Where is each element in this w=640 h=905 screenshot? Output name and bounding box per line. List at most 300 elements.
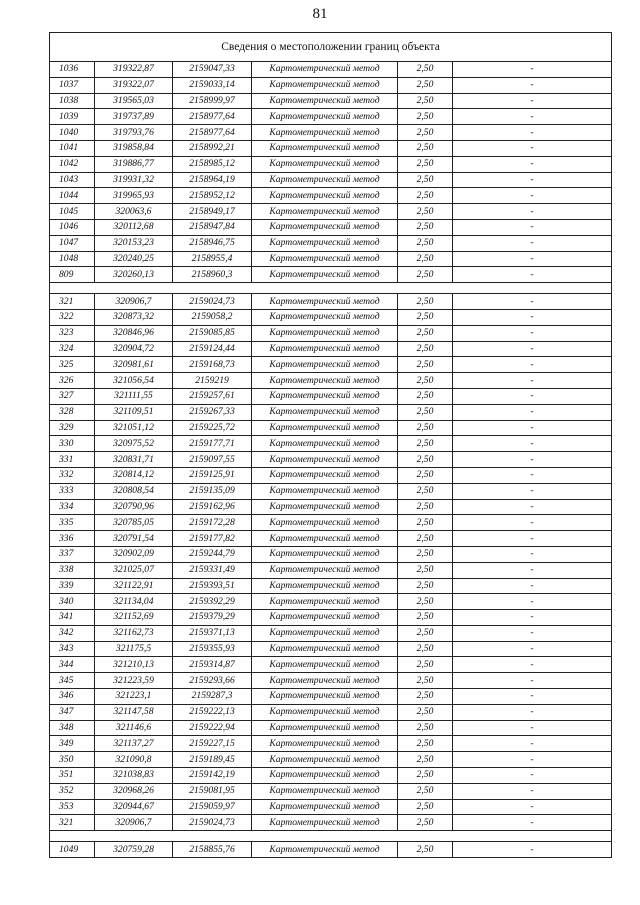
table-row [50, 294, 612, 310]
point-number-cell: 323 [50, 325, 95, 341]
method-cell: Картометрический метод [252, 736, 398, 752]
accuracy-cell: 2,50 [398, 436, 453, 452]
x-coordinate-cell: 320260,13 [95, 267, 173, 283]
table-row [50, 467, 612, 483]
y-coordinate-cell: 2158964,19 [173, 172, 252, 188]
table-row [50, 325, 612, 341]
description-cell: - [453, 188, 612, 204]
y-coordinate-cell: 2159047,33 [173, 62, 252, 78]
description-cell: - [453, 531, 612, 547]
x-coordinate-cell: 320873,32 [95, 309, 173, 325]
x-coordinate-cell: 320759,28 [95, 842, 173, 858]
y-coordinate-cell: 2158947,84 [173, 219, 252, 235]
table-row [50, 752, 612, 768]
description-cell: - [453, 140, 612, 156]
description-cell: - [453, 357, 612, 373]
accuracy-cell: 2,50 [398, 251, 453, 267]
y-coordinate-cell: 2158952,12 [173, 188, 252, 204]
point-number-cell: 338 [50, 562, 95, 578]
description-cell: - [453, 373, 612, 389]
accuracy-cell: 2,50 [398, 752, 453, 768]
x-coordinate-cell: 321051,12 [95, 420, 173, 436]
accuracy-cell: 2,50 [398, 309, 453, 325]
accuracy-cell: 2,50 [398, 625, 453, 641]
method-cell: Картометрический метод [252, 235, 398, 251]
y-coordinate-cell: 2159059,97 [173, 799, 252, 815]
point-number-cell: 1041 [50, 140, 95, 156]
point-number-cell: 337 [50, 546, 95, 562]
point-number-cell: 1044 [50, 188, 95, 204]
x-coordinate-cell: 320968,26 [95, 783, 173, 799]
description-cell: - [453, 420, 612, 436]
method-cell: Картометрический метод [252, 546, 398, 562]
x-coordinate-cell: 320153,23 [95, 235, 173, 251]
x-coordinate-cell: 321090,8 [95, 752, 173, 768]
method-cell: Картометрический метод [252, 720, 398, 736]
method-cell: Картометрический метод [252, 62, 398, 78]
method-cell: Картометрический метод [252, 109, 398, 125]
description-cell: - [453, 404, 612, 420]
x-coordinate-cell: 320831,71 [95, 452, 173, 468]
x-coordinate-cell: 320975,52 [95, 436, 173, 452]
x-coordinate-cell: 321025,07 [95, 562, 173, 578]
table-row [50, 546, 612, 562]
description-cell: - [453, 752, 612, 768]
y-coordinate-cell: 2159024,73 [173, 815, 252, 831]
y-coordinate-cell: 2158855,76 [173, 842, 252, 858]
table-row [50, 842, 612, 858]
table-row [50, 140, 612, 156]
x-coordinate-cell: 319565,03 [95, 93, 173, 109]
description-cell: - [453, 309, 612, 325]
point-number-cell: 346 [50, 689, 95, 705]
accuracy-cell: 2,50 [398, 515, 453, 531]
description-cell: - [453, 783, 612, 799]
point-number-cell: 333 [50, 483, 95, 499]
point-number-cell: 1049 [50, 842, 95, 858]
table-row [50, 625, 612, 641]
accuracy-cell: 2,50 [398, 842, 453, 858]
y-coordinate-cell: 2159331,49 [173, 562, 252, 578]
y-coordinate-cell: 2158977,64 [173, 125, 252, 141]
method-cell: Картометрический метод [252, 578, 398, 594]
description-cell: - [453, 388, 612, 404]
description-cell: - [453, 768, 612, 784]
point-number-cell: 349 [50, 736, 95, 752]
accuracy-cell: 2,50 [398, 483, 453, 499]
method-cell: Картометрический метод [252, 515, 398, 531]
description-cell: - [453, 172, 612, 188]
accuracy-cell: 2,50 [398, 578, 453, 594]
table-row [50, 341, 612, 357]
point-number-cell: 326 [50, 373, 95, 389]
description-cell: - [453, 499, 612, 515]
method-cell: Картометрический метод [252, 188, 398, 204]
x-coordinate-cell: 321146,6 [95, 720, 173, 736]
y-coordinate-cell: 2159168,73 [173, 357, 252, 373]
point-number-cell: 322 [50, 309, 95, 325]
x-coordinate-cell: 321137,27 [95, 736, 173, 752]
method-cell: Картометрический метод [252, 420, 398, 436]
method-cell: Картометрический метод [252, 783, 398, 799]
description-cell: - [453, 62, 612, 78]
y-coordinate-cell: 2158999,97 [173, 93, 252, 109]
point-number-cell: 335 [50, 515, 95, 531]
x-coordinate-cell: 320906,7 [95, 294, 173, 310]
description-cell: - [453, 204, 612, 220]
table-row [50, 815, 612, 831]
x-coordinate-cell: 319322,87 [95, 62, 173, 78]
x-coordinate-cell: 320906,7 [95, 815, 173, 831]
x-coordinate-cell: 320785,05 [95, 515, 173, 531]
table-row [50, 373, 612, 389]
x-coordinate-cell: 321147,58 [95, 704, 173, 720]
point-number-cell: 1038 [50, 93, 95, 109]
x-coordinate-cell: 320904,72 [95, 341, 173, 357]
point-number-cell: 351 [50, 768, 95, 784]
table-row [50, 309, 612, 325]
description-cell: - [453, 267, 612, 283]
accuracy-cell: 2,50 [398, 93, 453, 109]
description-cell: - [453, 109, 612, 125]
x-coordinate-cell: 319322,07 [95, 77, 173, 93]
point-number-cell: 342 [50, 625, 95, 641]
x-coordinate-cell: 320902,09 [95, 546, 173, 562]
description-cell: - [453, 815, 612, 831]
method-cell: Картометрический метод [252, 251, 398, 267]
method-cell: Картометрический метод [252, 452, 398, 468]
accuracy-cell: 2,50 [398, 657, 453, 673]
y-coordinate-cell: 2159287,3 [173, 689, 252, 705]
table-row [50, 736, 612, 752]
description-cell: - [453, 689, 612, 705]
table-row [50, 641, 612, 657]
x-coordinate-cell: 321109,51 [95, 404, 173, 420]
table-row [50, 436, 612, 452]
point-number-cell: 331 [50, 452, 95, 468]
table-row [50, 172, 612, 188]
y-coordinate-cell: 2159314,87 [173, 657, 252, 673]
y-coordinate-cell: 2159177,82 [173, 531, 252, 547]
table-row [50, 251, 612, 267]
x-coordinate-cell: 319858,84 [95, 140, 173, 156]
method-cell: Картометрический метод [252, 373, 398, 389]
point-number-cell: 348 [50, 720, 95, 736]
accuracy-cell: 2,50 [398, 77, 453, 93]
x-coordinate-cell: 319737,89 [95, 109, 173, 125]
accuracy-cell: 2,50 [398, 720, 453, 736]
x-coordinate-cell: 319793,76 [95, 125, 173, 141]
description-cell: - [453, 720, 612, 736]
point-number-cell: 1047 [50, 235, 95, 251]
accuracy-cell: 2,50 [398, 499, 453, 515]
point-number-cell: 327 [50, 388, 95, 404]
y-coordinate-cell: 2159177,71 [173, 436, 252, 452]
y-coordinate-cell: 2159371,13 [173, 625, 252, 641]
method-cell: Картометрический метод [252, 156, 398, 172]
y-coordinate-cell: 2159081,95 [173, 783, 252, 799]
y-coordinate-cell: 2159244,79 [173, 546, 252, 562]
table-row [50, 720, 612, 736]
description-cell: - [453, 842, 612, 858]
accuracy-cell: 2,50 [398, 294, 453, 310]
description-cell: - [453, 483, 612, 499]
method-cell: Картометрический метод [252, 799, 398, 815]
method-cell: Картометрический метод [252, 483, 398, 499]
description-cell: - [453, 77, 612, 93]
y-coordinate-cell: 2158955,4 [173, 251, 252, 267]
group-separator-cell [50, 831, 612, 842]
point-number-cell: 344 [50, 657, 95, 673]
accuracy-cell: 2,50 [398, 325, 453, 341]
method-cell: Картометрический метод [252, 594, 398, 610]
point-number-cell: 1042 [50, 156, 95, 172]
y-coordinate-cell: 2159222,13 [173, 704, 252, 720]
y-coordinate-cell: 2158960,3 [173, 267, 252, 283]
accuracy-cell: 2,50 [398, 610, 453, 626]
table-row [50, 657, 612, 673]
method-cell: Картометрический метод [252, 768, 398, 784]
accuracy-cell: 2,50 [398, 594, 453, 610]
accuracy-cell: 2,50 [398, 109, 453, 125]
method-cell: Картометрический метод [252, 815, 398, 831]
method-cell: Картометрический метод [252, 219, 398, 235]
table-row [50, 109, 612, 125]
y-coordinate-cell: 2159142,19 [173, 768, 252, 784]
y-coordinate-cell: 2159355,93 [173, 641, 252, 657]
description-cell: - [453, 325, 612, 341]
description-cell: - [453, 799, 612, 815]
table-row [50, 235, 612, 251]
x-coordinate-cell: 320846,96 [95, 325, 173, 341]
description-cell: - [453, 610, 612, 626]
x-coordinate-cell: 321152,69 [95, 610, 173, 626]
accuracy-cell: 2,50 [398, 156, 453, 172]
table-row [50, 420, 612, 436]
table-row [50, 93, 612, 109]
table-row [50, 483, 612, 499]
y-coordinate-cell: 2159392,29 [173, 594, 252, 610]
method-cell: Картометрический метод [252, 704, 398, 720]
description-cell: - [453, 125, 612, 141]
point-number-cell: 345 [50, 673, 95, 689]
y-coordinate-cell: 2159172,28 [173, 515, 252, 531]
point-number-cell: 1036 [50, 62, 95, 78]
method-cell: Картометрический метод [252, 657, 398, 673]
y-coordinate-cell: 2159024,73 [173, 294, 252, 310]
description-cell: - [453, 657, 612, 673]
method-cell: Картометрический метод [252, 77, 398, 93]
description-cell: - [453, 467, 612, 483]
table-row [50, 783, 612, 799]
accuracy-cell: 2,50 [398, 373, 453, 389]
point-number-cell: 321 [50, 815, 95, 831]
table-row [50, 357, 612, 373]
point-number-cell: 353 [50, 799, 95, 815]
x-coordinate-cell: 321210,13 [95, 657, 173, 673]
method-cell: Картометрический метод [252, 172, 398, 188]
method-cell: Картометрический метод [252, 140, 398, 156]
x-coordinate-cell: 320808,54 [95, 483, 173, 499]
method-cell: Картометрический метод [252, 204, 398, 220]
description-cell: - [453, 235, 612, 251]
table-row [50, 562, 612, 578]
method-cell: Картометрический метод [252, 294, 398, 310]
table-row [50, 515, 612, 531]
x-coordinate-cell: 319965,93 [95, 188, 173, 204]
accuracy-cell: 2,50 [398, 783, 453, 799]
table-row [50, 673, 612, 689]
table-row [50, 799, 612, 815]
accuracy-cell: 2,50 [398, 420, 453, 436]
method-cell: Картометрический метод [252, 436, 398, 452]
method-cell: Картометрический метод [252, 267, 398, 283]
point-number-cell: 1048 [50, 251, 95, 267]
accuracy-cell: 2,50 [398, 467, 453, 483]
point-number-cell: 328 [50, 404, 95, 420]
description-cell: - [453, 294, 612, 310]
description-cell: - [453, 515, 612, 531]
y-coordinate-cell: 2159189,45 [173, 752, 252, 768]
method-cell: Картометрический метод [252, 388, 398, 404]
description-cell: - [453, 673, 612, 689]
method-cell: Картометрический метод [252, 341, 398, 357]
table-row [50, 156, 612, 172]
point-number-cell: 334 [50, 499, 95, 515]
group-separator-cell [50, 283, 612, 294]
accuracy-cell: 2,50 [398, 799, 453, 815]
accuracy-cell: 2,50 [398, 546, 453, 562]
y-coordinate-cell: 2159219 [173, 373, 252, 389]
description-cell: - [453, 594, 612, 610]
point-number-cell: 330 [50, 436, 95, 452]
accuracy-cell: 2,50 [398, 531, 453, 547]
y-coordinate-cell: 2159097,55 [173, 452, 252, 468]
x-coordinate-cell: 321162,73 [95, 625, 173, 641]
method-cell: Картометрический метод [252, 309, 398, 325]
x-coordinate-cell: 321111,55 [95, 388, 173, 404]
method-cell: Картометрический метод [252, 562, 398, 578]
x-coordinate-cell: 320791,54 [95, 531, 173, 547]
point-number-cell: 347 [50, 704, 95, 720]
x-coordinate-cell: 321223,1 [95, 689, 173, 705]
description-cell: - [453, 251, 612, 267]
accuracy-cell: 2,50 [398, 689, 453, 705]
accuracy-cell: 2,50 [398, 341, 453, 357]
y-coordinate-cell: 2159162,96 [173, 499, 252, 515]
table-row [50, 578, 612, 594]
table-row [50, 267, 612, 283]
table-header-row [50, 33, 612, 62]
method-cell: Картометрический метод [252, 404, 398, 420]
y-coordinate-cell: 2159293,66 [173, 673, 252, 689]
y-coordinate-cell: 2159379,29 [173, 610, 252, 626]
x-coordinate-cell: 320240,25 [95, 251, 173, 267]
method-cell: Картометрический метод [252, 752, 398, 768]
point-number-cell: 350 [50, 752, 95, 768]
table-row [50, 125, 612, 141]
method-cell: Картометрический метод [252, 689, 398, 705]
point-number-cell: 352 [50, 783, 95, 799]
page-number: 81 [312, 6, 328, 22]
method-cell: Картометрический метод [252, 673, 398, 689]
point-number-cell: 343 [50, 641, 95, 657]
accuracy-cell: 2,50 [398, 357, 453, 373]
method-cell: Картометрический метод [252, 625, 398, 641]
point-number-cell: 321 [50, 294, 95, 310]
table-body [50, 33, 612, 858]
method-cell: Картометрический метод [252, 93, 398, 109]
table-row [50, 219, 612, 235]
y-coordinate-cell: 2159135,09 [173, 483, 252, 499]
method-cell: Картометрический метод [252, 467, 398, 483]
method-cell: Картометрический метод [252, 641, 398, 657]
point-number-cell: 1045 [50, 204, 95, 220]
description-cell: - [453, 546, 612, 562]
table-row [50, 594, 612, 610]
x-coordinate-cell: 321122,91 [95, 578, 173, 594]
point-number-cell: 1043 [50, 172, 95, 188]
x-coordinate-cell: 321175,5 [95, 641, 173, 657]
y-coordinate-cell: 2159225,72 [173, 420, 252, 436]
accuracy-cell: 2,50 [398, 704, 453, 720]
accuracy-cell: 2,50 [398, 125, 453, 141]
y-coordinate-cell: 2159257,61 [173, 388, 252, 404]
method-cell: Картометрический метод [252, 125, 398, 141]
x-coordinate-cell: 320790,96 [95, 499, 173, 515]
accuracy-cell: 2,50 [398, 140, 453, 156]
x-coordinate-cell: 321056,54 [95, 373, 173, 389]
group-separator-row [50, 831, 612, 842]
description-cell: - [453, 156, 612, 172]
method-cell: Картометрический метод [252, 610, 398, 626]
point-number-cell: 332 [50, 467, 95, 483]
accuracy-cell: 2,50 [398, 267, 453, 283]
y-coordinate-cell: 2159124,44 [173, 341, 252, 357]
point-number-cell: 324 [50, 341, 95, 357]
y-coordinate-cell: 2158977,64 [173, 109, 252, 125]
y-coordinate-cell: 2158992,21 [173, 140, 252, 156]
point-number-cell: 329 [50, 420, 95, 436]
table-row [50, 689, 612, 705]
x-coordinate-cell: 321223,59 [95, 673, 173, 689]
y-coordinate-cell: 2159222,94 [173, 720, 252, 736]
x-coordinate-cell: 320063,6 [95, 204, 173, 220]
description-cell: - [453, 562, 612, 578]
y-coordinate-cell: 2158949,17 [173, 204, 252, 220]
y-coordinate-cell: 2159033,14 [173, 77, 252, 93]
description-cell: - [453, 578, 612, 594]
description-cell: - [453, 452, 612, 468]
accuracy-cell: 2,50 [398, 188, 453, 204]
point-number-cell: 1039 [50, 109, 95, 125]
y-coordinate-cell: 2159058,2 [173, 309, 252, 325]
accuracy-cell: 2,50 [398, 219, 453, 235]
point-number-cell: 336 [50, 531, 95, 547]
method-cell: Картометрический метод [252, 842, 398, 858]
point-number-cell: 1037 [50, 77, 95, 93]
description-cell: - [453, 704, 612, 720]
y-coordinate-cell: 2158946,75 [173, 235, 252, 251]
point-number-cell: 1040 [50, 125, 95, 141]
description-cell: - [453, 641, 612, 657]
accuracy-cell: 2,50 [398, 736, 453, 752]
x-coordinate-cell: 321038,83 [95, 768, 173, 784]
method-cell: Картометрический метод [252, 531, 398, 547]
y-coordinate-cell: 2159085,85 [173, 325, 252, 341]
accuracy-cell: 2,50 [398, 673, 453, 689]
group-separator-row [50, 283, 612, 294]
